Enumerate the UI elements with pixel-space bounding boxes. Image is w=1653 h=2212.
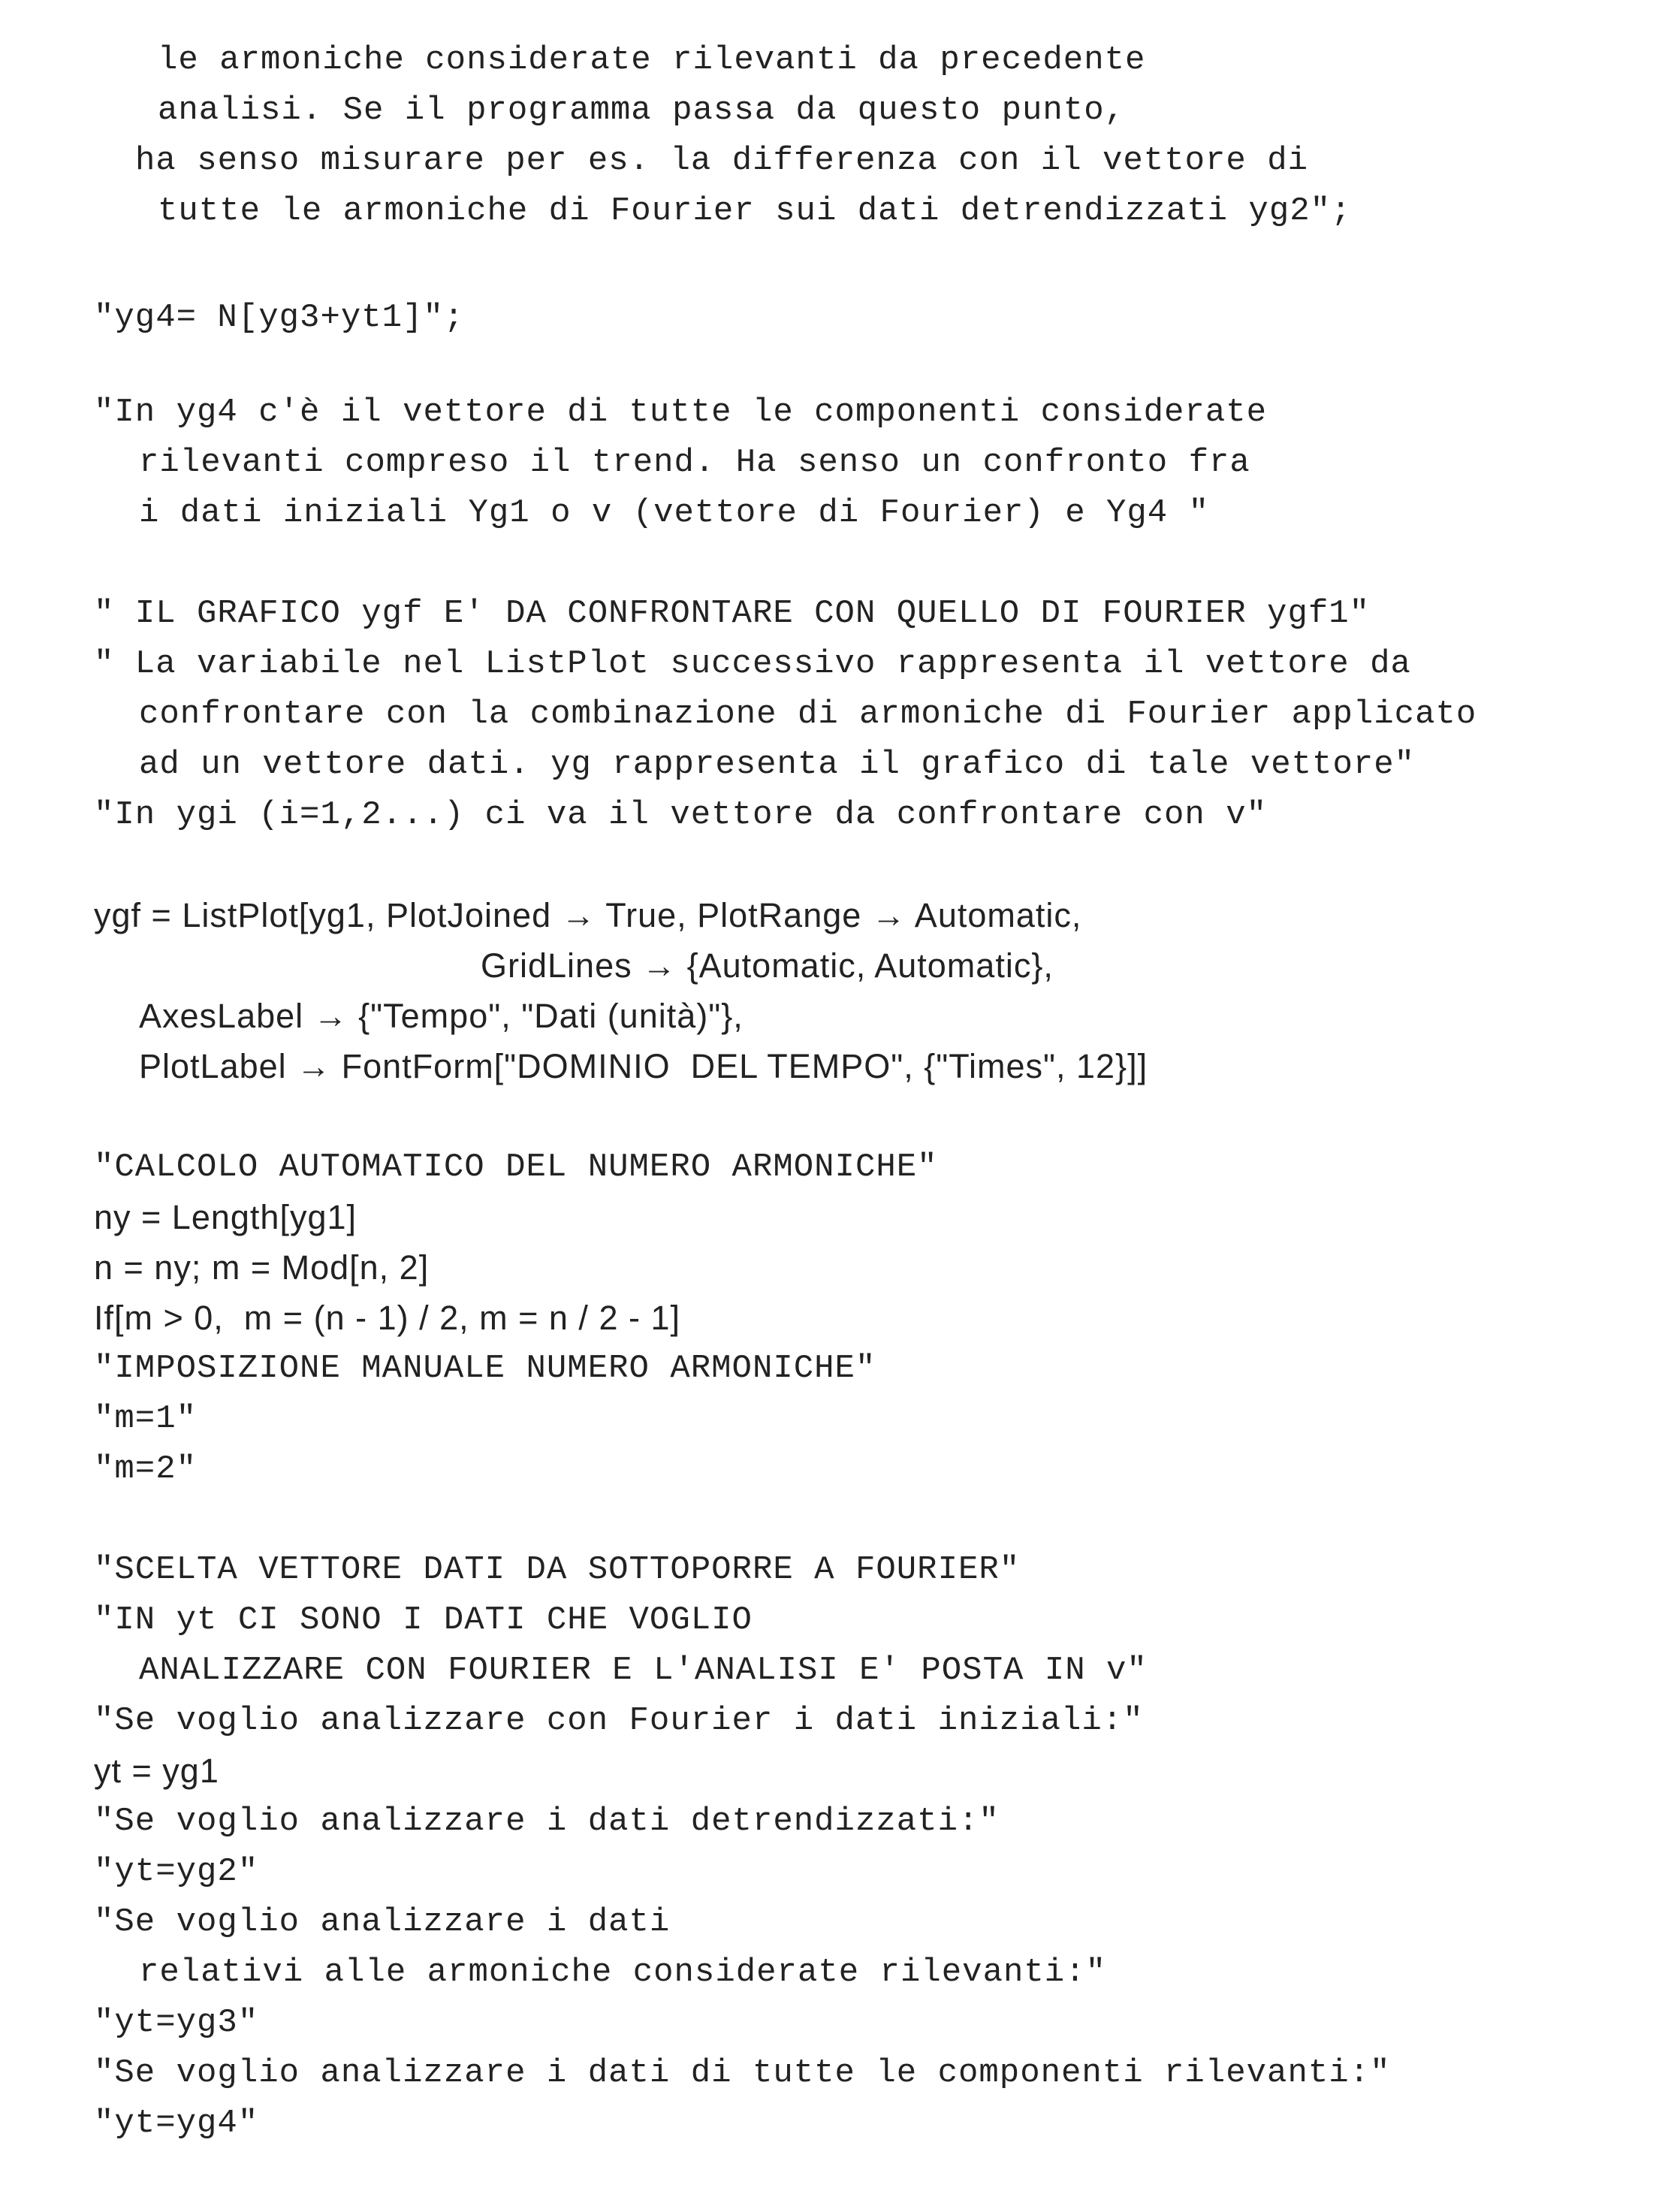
text-line: "In ygi (i=1,2...) ci va il vettore da confrontare con v" (94, 796, 1268, 834)
text-line: "m=2" (94, 1450, 198, 1488)
text-line: ha senso misurare per es. la differenza con il vettore di (135, 142, 1309, 180)
text-line: "yt=yg3" (94, 2004, 259, 2041)
text-line: "yg4= N[yg3+yt1]"; (94, 299, 465, 336)
text-line: ygf = ListPlot[yg1, PlotJoined → True, PlotRange → Automatic, (94, 896, 1082, 934)
text-line: "Se voglio analizzare i dati detrendizzati:" (94, 1803, 1000, 1840)
text-line: analisi. Se il programma passa da questo punto, (158, 92, 1126, 129)
text-line: "m=1" (94, 1400, 198, 1438)
text-line: "IN yt CI SONO I DATI CHE VOGLIO (94, 1601, 753, 1639)
text-line: ad un vettore dati. yg rappresenta il grafico di tale vettore" (139, 746, 1416, 783)
text-line: "Se voglio analizzare i dati (94, 1903, 671, 1941)
text-line: " La variabile nel ListPlot successivo rappresenta il vettore da (94, 645, 1411, 683)
text-line: ny = Length[yg1] (94, 1198, 357, 1236)
text-line: " IL GRAFICO ygf E' DA CONFRONTARE CON QUELLO DI FOURIER ygf1" (94, 595, 1371, 632)
text-line: GridLines → {Automatic, Automatic}, (481, 946, 1054, 985)
text-line: tutte le armoniche di Fourier sui dati detrendizzati yg2"; (158, 192, 1352, 230)
text-line: "In yg4 c'è il vettore di tutte le componenti considerate (94, 394, 1268, 431)
text-line: "Se voglio analizzare i dati di tutte le componenti rilevanti:" (94, 2054, 1391, 2092)
text-line: "CALCOLO AUTOMATICO DEL NUMERO ARMONICHE" (94, 1148, 938, 1186)
text-line: PlotLabel → FontForm["DOMINIO DEL TEMPO", {"Times", 12}]] (139, 1047, 1148, 1085)
text-line: AxesLabel → {"Tempo", "Dati (unità)"}, (139, 997, 744, 1035)
text-line: "yt=yg4" (94, 2105, 259, 2142)
text-line: "SCELTA VETTORE DATI DA SOTTOPORRE A FOURIER" (94, 1551, 1021, 1589)
text-line: confrontare con la combinazione di armoniche di Fourier applicato (139, 696, 1477, 733)
text-line: rilevanti compreso il trend. Ha senso un confronto fra (139, 444, 1250, 481)
text-line: "yt=yg2" (94, 1853, 259, 1891)
text-line: If[m > 0, m = (n - 1) / 2, m = n / 2 - 1] (94, 1299, 680, 1337)
text-line: ANALIZZARE CON FOURIER E L'ANALISI E' POSTA IN v" (139, 1652, 1148, 1689)
text-line: "IMPOSIZIONE MANUALE NUMERO ARMONICHE" (94, 1350, 876, 1387)
text-line: n = ny; m = Mod[n, 2] (94, 1248, 430, 1287)
text-line: i dati iniziali Yg1 o v (vettore di Fourier) e Yg4 " (139, 494, 1210, 532)
text-line: yt = yg1 (94, 1752, 219, 1790)
text-line: relativi alle armoniche considerate rilevanti:" (139, 1954, 1107, 1991)
text-line: "Se voglio analizzare con Fourier i dati iniziali:" (94, 1702, 1144, 1740)
text-line: le armoniche considerate rilevanti da precedente (158, 41, 1146, 79)
